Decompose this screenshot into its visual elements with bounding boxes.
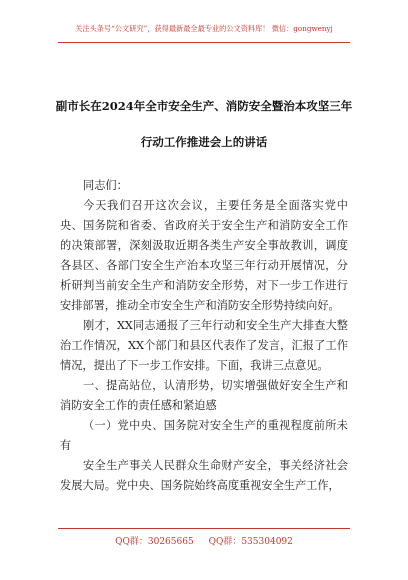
section-heading-1: 一、提高站位，认清形势，切实增强做好安全生产和消防安全工作的责任感和紧迫感 (60, 379, 348, 412)
footer-qq-group-1: QQ群：30265665 (115, 537, 194, 547)
footer (0, 534, 408, 547)
document-title-line1: 副市长在2024年全市安全生产、消防安全暨治本攻坚三年 (55, 99, 353, 113)
document-title-line2: 行动工作推进会上的讲话 (140, 135, 268, 149)
header-divider (58, 42, 350, 43)
footer-divider (58, 528, 350, 529)
paragraph-1: 今天我们召开这次会议，主要任务是全面落实党中央、国务院和省委、省政府关于安全生产和消防安全工作的决策部署，深刻汲取近期各类生产安全事故教训，调度各县区、各部门安全生产治本攻坚三年行动开展情况，分析研判当前安全生产和消防安全形势，对下一步工作进行安排部署，推动全市安全生产和消防安全形势持续向好。 (60, 199, 348, 312)
document-body (60, 176, 348, 496)
greeting: 同志们： (83, 179, 128, 192)
paragraph-2: 刚才，XX同志通报了三年行动和安全生产大排查大整治工作情况，XX个部门和县区代表作了发言，汇报了工作情况，提出了下一步工作安排。下面，我讲三点意见。 (60, 319, 348, 372)
footer-qq-group-2: QQ群：535304092 (208, 537, 293, 547)
paragraph-3: 安全生产事关人民群众生命财产安全，事关经济社会发展大局。党中央、国务院始终高度重视安全生产工作， (60, 459, 348, 492)
header-banner: 关注头条号“公文研究”，获得最新最全最专业的公文资料库！ 微信：gongwenyj (75, 24, 333, 33)
subsection-heading-1: （一）党中央、国务院对安全生产的重视程度前所未有 (60, 419, 348, 452)
